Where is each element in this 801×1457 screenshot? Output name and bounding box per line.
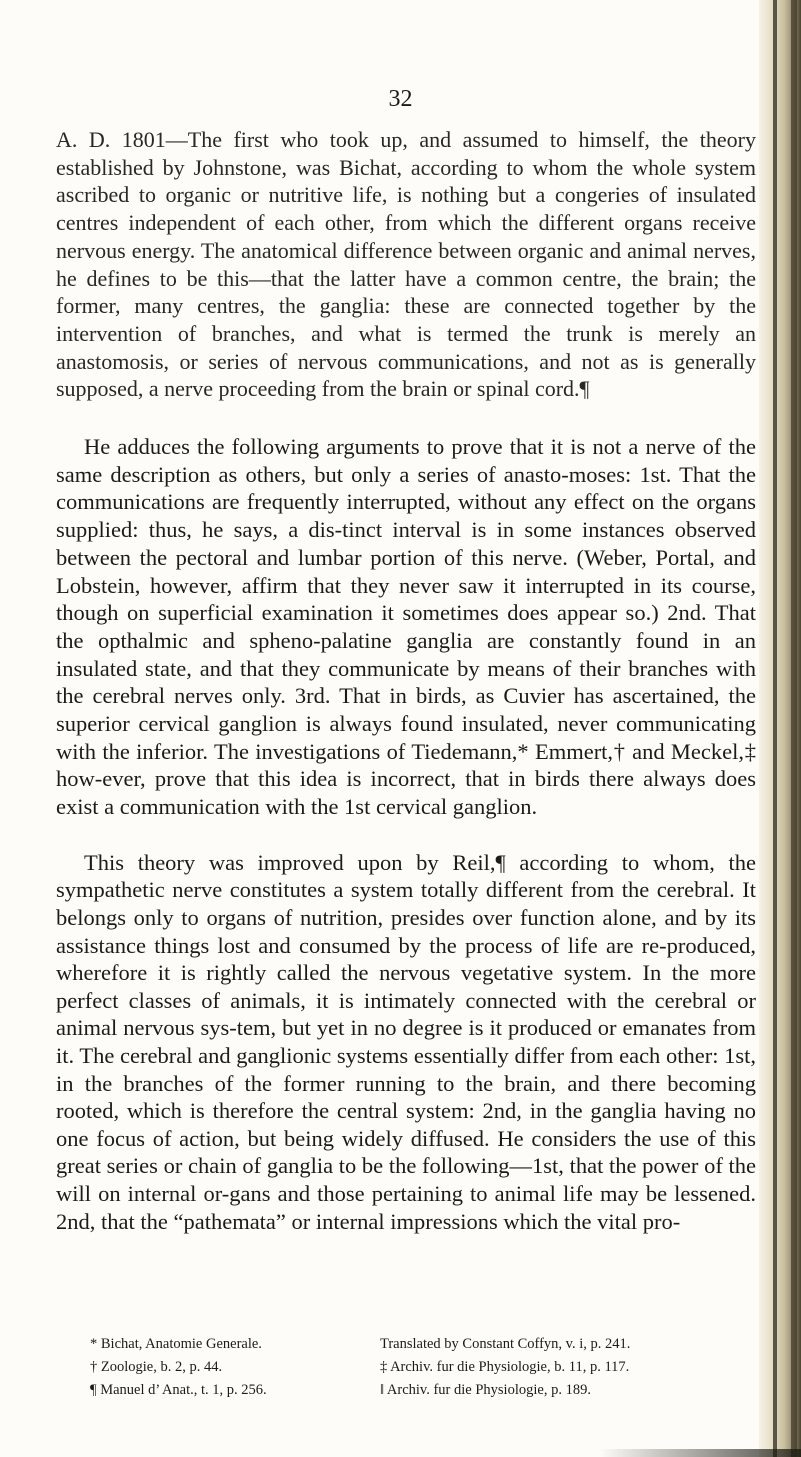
- footnote-manuel: ¶ Manuel d’ Anat., t. 1, p. 256.: [90, 1382, 267, 1398]
- footnote-row: [90, 1379, 770, 1402]
- paragraph-arguments: He adduces the following arguments to prove that it is not a nerve of the same description as others, but only a series of anasto-moses: 1st. That the communications are frequently interrupted, without any effect on the organs supplied: thus, he says, a dis-tinct interval is in some instances observed between the pectoral and lumbar portion of this nerve. (Weber, Portal, and Lobstein, however, affirm that they never saw it interrupted in its course, though on superficial examination it sometimes does appear so.) 2nd. That the opthalmic and spheno-palatine ganglia are constantly found in an insulated state, and that they communicate by means of their branches with the cerebral nerves only. 3rd. That in birds, as Cuvier has ascertained, the superior cervical ganglion is always found insulated, never communicating with the inferior. The investigations of Tiedemann,* Emmert,† and Meckel,‡ how-ever, prove that this idea is incorrect, that in birds there always does exist a communication with the 1st cervical ganglion.: [56, 434, 756, 820]
- footnote-bichat: * Bichat, Anatomie Generale.: [90, 1336, 262, 1352]
- footnote-coffyn: Translated by Constant Coffyn, v. i, p. 241.: [380, 1336, 631, 1352]
- footnote-zoologie: † Zoologie, b. 2, p. 44.: [90, 1359, 223, 1375]
- page-number: 32: [388, 86, 413, 112]
- footnote-row: [90, 1333, 770, 1356]
- page-bottom-shadow: [600, 1449, 801, 1457]
- paragraph-bichat: A. D. 1801—The first who took up, and assumed to himself, the theory established by Johnstone, was Bichat, according to whom the whole system ascribed to organic or nutritive life, is nothing but a congeries of insulated centres independent of each other, from which the different organs receive nervous energy. The anatomical difference between organic and animal nerves, he defines to be this—that the latter have a common centre, the brain; the former, many centres, the ganglia: these are connected together by the intervention of branches, and what is termed the trunk is merely an anastomosis, or series of nervous communications, and not as is generally supposed, a nerve proceeding from the brain or spinal cord.¶: [56, 127, 756, 402]
- footnote-archiv-189: ‖ Archiv. fur die Physiologie, p. 189.: [380, 1382, 591, 1398]
- spine-edge-line: [791, 0, 797, 1457]
- footnote-row: [90, 1356, 770, 1379]
- footnote-archiv-117: ‡ Archiv. fur die Physiologie, b. 11, p. 117.: [380, 1359, 630, 1375]
- footnotes: [90, 1333, 770, 1402]
- spine-shadow-line: [773, 0, 777, 1457]
- body-text: [56, 126, 756, 1235]
- paragraph-reil: This theory was improved upon by Reil,¶ according to whom, the sympathetic nerve constitutes a system totally different from the cerebral. It belongs only to organs of nutrition, presides over function alone, and by its assistance things lost and consumed by the process of life are re-produced, wherefore it is rightly called the nervous vegetative system. In the more perfect classes of animals, it is intimately connected with the cerebral or animal nervous sys-tem, but yet in no degree is it produced or emanates from it. The cerebral and ganglionic systems essentially differ from each other: 1st, in the branches of the former running to the brain, and there becoming rooted, which is therefore the central system: 2nd, in the ganglia having no one focus of action, but being widely diffused. He considers the use of this great series or chain of ganglia to be the following—1st, that the power of the will on internal or-gans and those pertaining to animal life may be lessened. 2nd, that the “pathemata” or internal impressions which the vital pro-: [56, 849, 756, 1234]
